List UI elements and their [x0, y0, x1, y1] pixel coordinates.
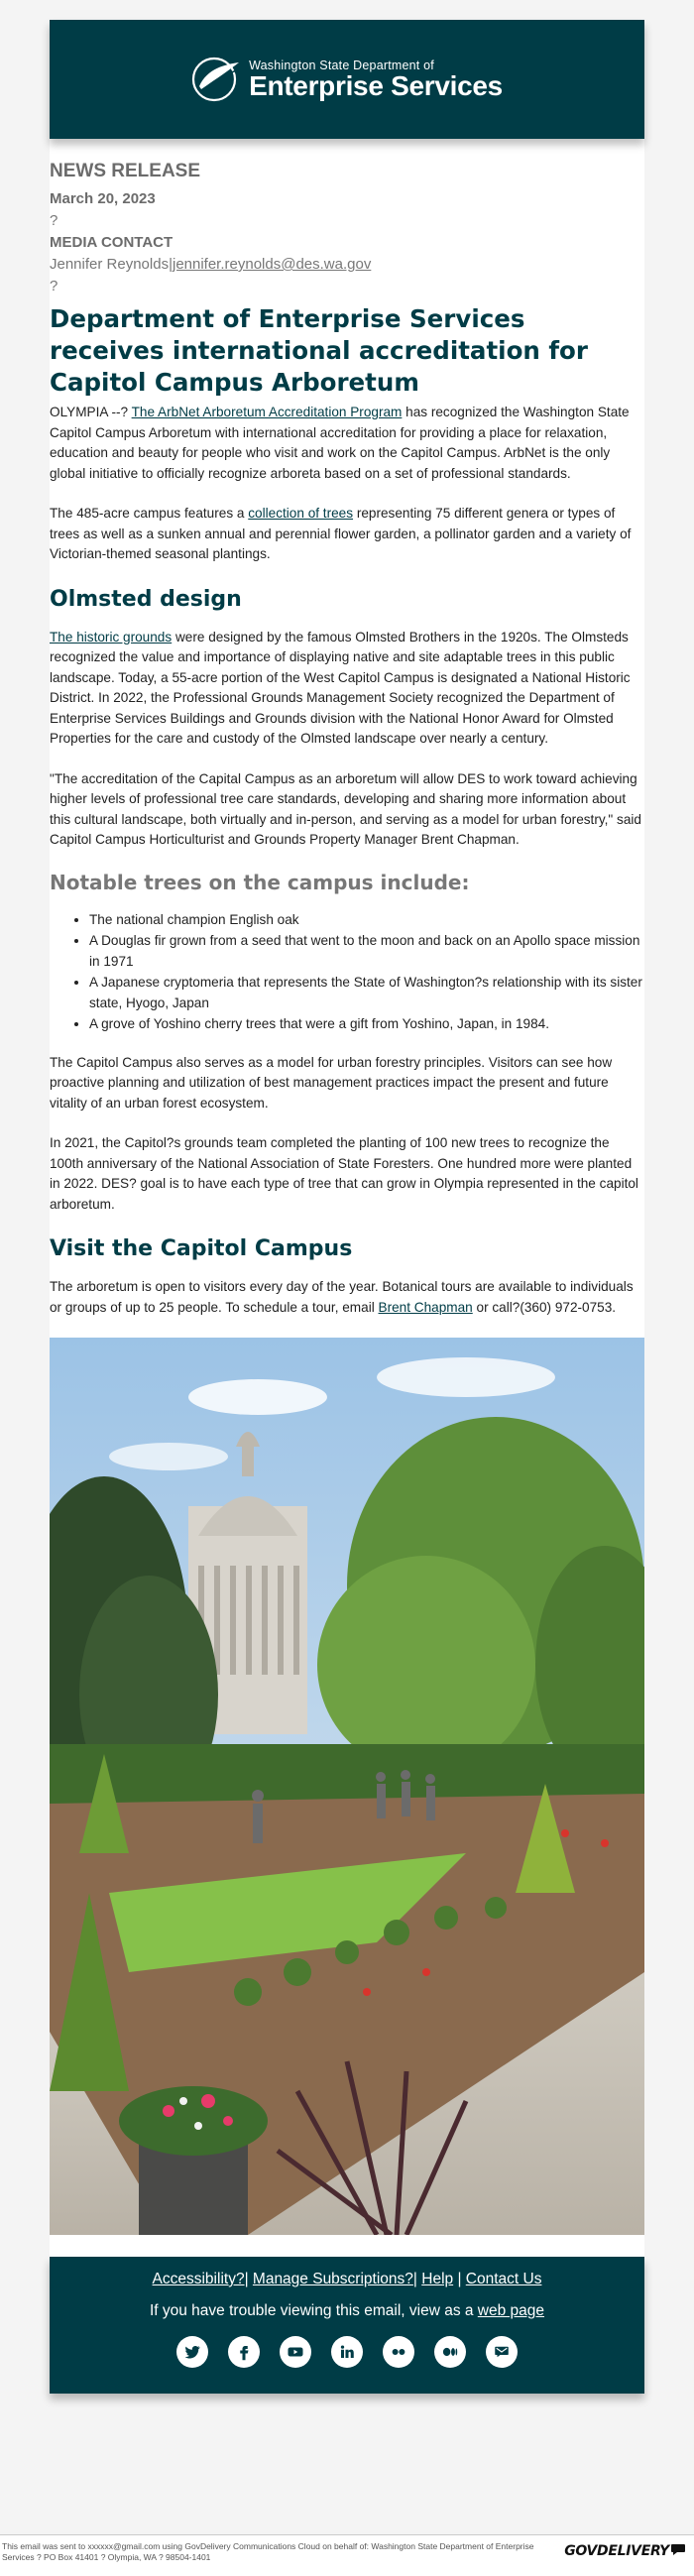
des-logo[interactable] — [191, 57, 503, 102]
legal-text: This email was sent to xxxxxx@gmail.com using GovDelivery Communications Cloud on behalf of: Washington State Department of Enterprise Services ? PO Box 41401 ? Olympia, WA ? 98504-1401 — [2, 2541, 534, 2562]
list-item: • The national champion English oak — [89, 910, 644, 931]
medium-icon[interactable] — [434, 2336, 466, 2368]
footer-links — [50, 2271, 644, 2288]
facebook-icon[interactable] — [228, 2336, 260, 2368]
notable-trees-list — [50, 910, 644, 1035]
heading-notable-trees: Notable trees on the campus include: — [50, 870, 470, 894]
contact-name: Jennifer Reynolds — [50, 256, 170, 273]
list-item: • A Japanese cryptomeria that represents the State of Washington?s relationship with its sister state, Hyogo, Japan — [89, 973, 644, 1013]
placeholder-glyph: ? — [50, 278, 58, 294]
org-line2: Enterprise Services — [249, 70, 503, 101]
footer-separator: | — [453, 2271, 466, 2287]
list-item: • A grove of Yoshino cherry trees that were a gift from Yoshino, Japan, in 1984. — [89, 1014, 644, 1035]
leaf-logo-icon — [191, 57, 241, 102]
header-banner — [50, 20, 644, 139]
footer — [50, 2257, 644, 2394]
paragraph-urban-forestry: The Capitol Campus also serves as a model for urban forestry principles. Visitors can see how proactive planning and utilization of best management practices impact the present and future vitality of an urban forest ecosystem. — [50, 1054, 613, 1111]
web-page-link[interactable]: web page — [477, 2302, 545, 2319]
paragraph-new-trees: In 2021, the Capitol?s grounds team completed the planting of 100 new trees to recognize the 100th anniversary of the National Association of State Foresters. One hundred more were planted in 2022. DES? goal is to have each type of tree that can grow in Olympia represented in the capitol arboretum. — [50, 1135, 638, 1212]
arbnet-link[interactable]: The ArbNet Arboretum Accreditation Program — [131, 405, 403, 419]
social-links — [50, 2336, 644, 2368]
accessibility-link[interactable]: Accessibility? — [152, 2271, 245, 2287]
paragraph-quote: "The accreditation of the Capital Campus as an arboretum will allow DES to work toward achieving higher levels of professional tree care standards, developing and sharing more information about this cultural landscape, both virtually and in-person, and serving as a model for urban forestry," said Capitol Campus Horticulturist and Grounds Property Manager Brent Chapman. — [50, 770, 641, 847]
capitol-garden-photo — [50, 1338, 644, 2235]
visit-text-post: or call?(360) 972-0753. — [472, 1299, 617, 1315]
speech-bubble-icon — [670, 2543, 686, 2557]
list-item: • A Douglas fir grown from a seed that went to the moon and back on an Apollo space mission in 1971 — [89, 931, 644, 972]
contact-us-link[interactable]: Contact Us — [465, 2271, 542, 2287]
email-container — [50, 20, 644, 2394]
contact-info — [50, 254, 644, 276]
release-date: March 20, 2023 — [50, 190, 156, 207]
contact-email-link[interactable]: jennifer.reynolds@des.wa.gov — [172, 256, 372, 273]
twitter-icon[interactable] — [176, 2336, 208, 2368]
footer-separator: | — [244, 2271, 253, 2287]
linkedin-icon[interactable] — [331, 2336, 363, 2368]
historic-grounds-link[interactable]: The historic grounds — [50, 629, 173, 644]
paragraph-visit — [50, 1277, 644, 1318]
flickr-icon[interactable] — [383, 2336, 414, 2368]
news-release-label: NEWS RELEASE — [50, 161, 201, 181]
email-body — [50, 139, 644, 2235]
placeholder-glyph: ? — [50, 212, 58, 229]
paragraph-olmsted — [50, 628, 644, 750]
intro-text-pre: OLYMPIA --? — [50, 405, 132, 419]
view-online-line — [50, 2302, 644, 2320]
collection-of-trees-link[interactable]: collection of trees — [248, 506, 354, 521]
intro-text-post: has recognized the Washington State Capitol Campus Arboretum with international accreditation for providing a place for relaxation, education and beauty for people who visit and work on the Capitol Campus. ArbNet is the only global initiative to officially recognize arboreta based on a set of professional standards. — [50, 405, 630, 481]
contact-separator: | — [169, 256, 173, 273]
govdelivery-logo[interactable] — [564, 2543, 686, 2559]
legal-bar — [0, 2534, 694, 2576]
org-line1: Washington State Department of — [249, 59, 434, 72]
page-title: Department of Enterprise Services receives international accreditation for Capitol Campus Arboretum — [50, 304, 588, 397]
media-contact-label: MEDIA CONTACT — [50, 234, 174, 251]
olmsted-text: were designed by the famous Olmsted Brothers in the 1920s. The Olmsteds recognized the value and importance of displaying native and site adaptable trees in this public landscape. Today, a 55-acre portion of the West Capitol Campus is designated a National Historic District. In 2022, the Professional Grounds Management Society recognized the Department of Enterprise Services Buildings and Grounds division with the National Honor Award for Olmsted Properties for the care and custody of the Olmsted landscape over nearly a century. — [50, 629, 631, 746]
paragraph-campus — [50, 504, 644, 565]
youtube-icon[interactable] — [280, 2336, 311, 2368]
brent-chapman-link[interactable]: Brent Chapman — [378, 1299, 473, 1315]
footer-separator: | — [412, 2271, 422, 2287]
heading-olmsted: Olmsted design — [50, 586, 242, 612]
heading-visit: Visit the Capitol Campus — [50, 1236, 353, 1261]
email-icon[interactable] — [486, 2336, 518, 2368]
campus-text-post: representing 75 different genera or types of trees as well as a sunken annual and perennial flower garden, a pollinator garden and a variety of Victorian-themed seasonal plantings. — [50, 506, 632, 561]
manage-subscriptions-link[interactable]: Manage Subscriptions? — [252, 2271, 413, 2287]
paragraph-intro — [50, 403, 644, 484]
help-link[interactable]: Help — [421, 2271, 454, 2287]
govdelivery-text: GOVDELIVERY — [564, 2543, 669, 2559]
campus-text-pre: The 485-acre campus features a — [50, 506, 249, 521]
visit-text-pre: The arboretum is open to visitors every day of the year. Botanical tours are available to individuals or groups of up to 25 people. To schedule a tour, email — [50, 1279, 634, 1315]
view-online-text: If you have trouble viewing this email, view as a — [149, 2302, 478, 2319]
